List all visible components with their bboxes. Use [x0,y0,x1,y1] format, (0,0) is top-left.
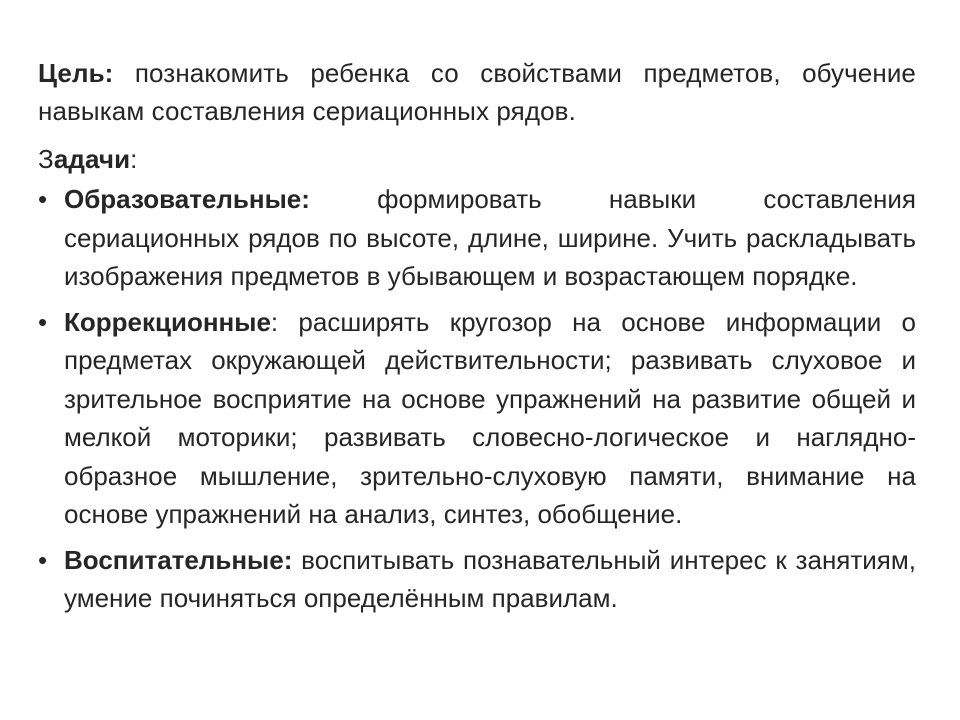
task-text: воспитывать познавательный интерес к занятиям, умение починяться определённым правилам. [64,544,916,613]
task-label: Воспитательные: [64,544,293,575]
tasks-list [38,180,916,618]
task-label: Образовательные: [64,184,310,214]
task-item-correctional [38,303,916,534]
tasks-heading-suffix: : [130,144,138,174]
goal-paragraph [38,54,916,130]
bullet-icon: • [38,306,48,337]
bullet-icon: • [38,184,48,214]
goal-label: Цель: [38,58,114,88]
goal-text: познакомить ребенка со свойствами предметов, обучение навыкам составления сериационных рядов. [38,58,916,126]
tasks-heading [38,140,916,178]
task-text: : расширять кругозор на основе информации о предметах окружающей действительности; развивать слуховое и зрительное восприятие на основе упражнений на развитие общей и мелкой моторики; развивать словесно-логическое и наглядно-образное мышление, зрительно-слуховую памяти, внимание на основе упражнений на анализ, синтез, обобщение. [64,306,916,529]
task-text: формировать навыки составления сериационных рядов по высоте, длине, ширине. Учить раскладывать изображения предметов в убывающем и возрастающем порядке. [64,184,916,291]
task-item-upbringing [38,541,916,618]
tasks-heading-prefix: З [38,144,54,174]
bullet-icon: • [38,544,48,575]
task-label: Коррекционные [64,306,271,337]
tasks-heading-bold: адачи [53,144,131,174]
task-item-educational [38,180,916,296]
